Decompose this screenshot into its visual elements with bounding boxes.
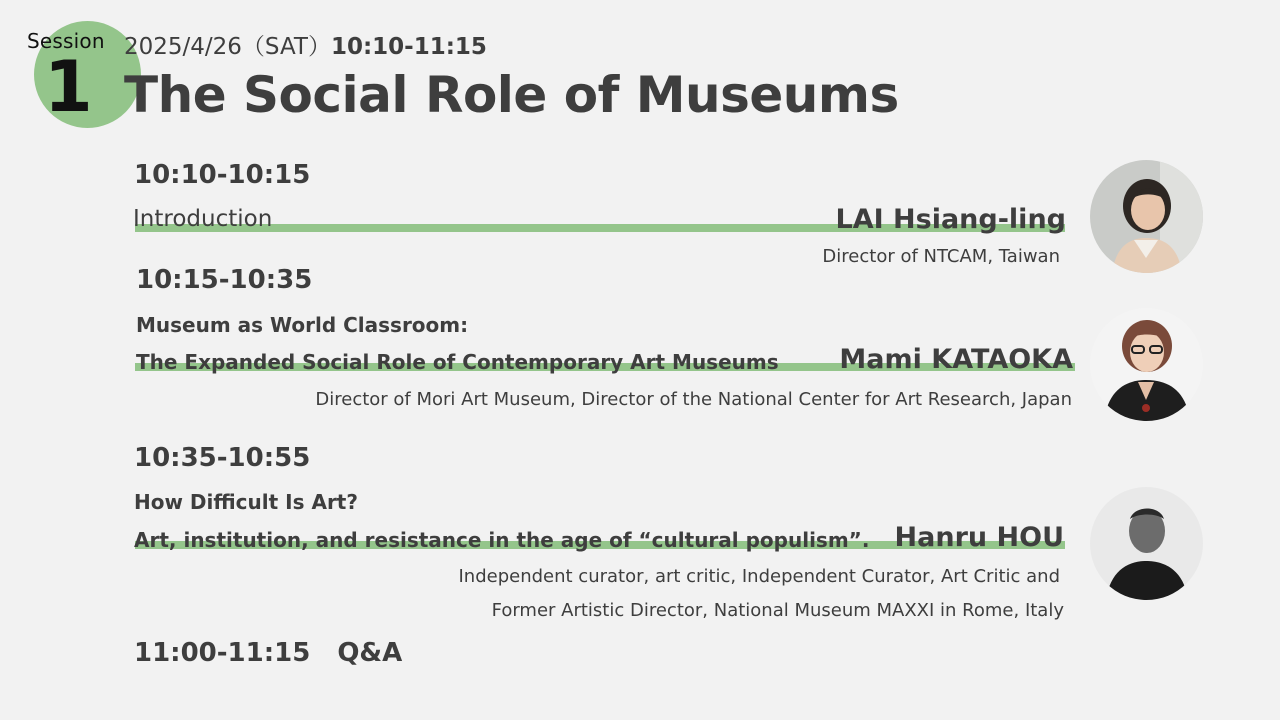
program-item-1-role: Director of NTCAM, Taiwan <box>822 246 1060 267</box>
program-item-3-title-line-2: Art, institution, and resistance in the age of “cultural populism”. <box>134 528 870 552</box>
session-time: 10:10-11:15 <box>330 34 487 60</box>
portrait-image <box>1090 487 1203 600</box>
session-label: Session <box>27 29 105 53</box>
speaker-portrait-lai <box>1090 160 1203 273</box>
program-item-2-speaker: Mami KATAOKA <box>839 344 1073 375</box>
program-item-3-role-line-2: Former Artistic Director, National Museum MAXXI in Rome, Italy <box>491 600 1064 621</box>
program-item-3-role-line-1: Independent curator, art critic, Independent Curator, Art Critic and <box>458 566 1060 587</box>
program-item-4 <box>134 638 402 668</box>
program-item-2-time: 10:15-10:35 <box>136 265 313 295</box>
program-item-3-title-line-1: How Difficult Is Art? <box>134 490 358 514</box>
session-datetime <box>124 28 487 61</box>
program-item-4-time: 11:00-11:15 <box>134 638 311 668</box>
program-item-2-title-line-2: The Expanded Social Role of Contemporary Art Museums <box>136 350 779 374</box>
program-item-2-title-line-1: Museum as World Classroom: <box>136 313 469 337</box>
program-item-1-time: 10:10-10:15 <box>134 160 311 190</box>
session-number: 1 <box>44 46 93 128</box>
speaker-portrait-kataoka <box>1090 308 1203 421</box>
program-item-1-speaker: LAI Hsiang-ling <box>835 204 1066 235</box>
portrait-image <box>1090 308 1203 421</box>
program-item-1-title: Introduction <box>133 206 273 232</box>
portrait-image <box>1090 160 1203 273</box>
session-date: 2025/4/26（SAT） <box>124 34 331 60</box>
program-item-2-role: Director of Mori Art Museum, Director of the National Center for Art Research, Japan <box>315 389 1072 410</box>
program-item-3-time: 10:35-10:55 <box>134 443 311 473</box>
program-item-4-label: Q&A <box>337 638 403 668</box>
speaker-portrait-hou <box>1090 487 1203 600</box>
page-title: The Social Role of Museums <box>124 66 899 124</box>
program-item-3-speaker: Hanru HOU <box>894 522 1064 553</box>
